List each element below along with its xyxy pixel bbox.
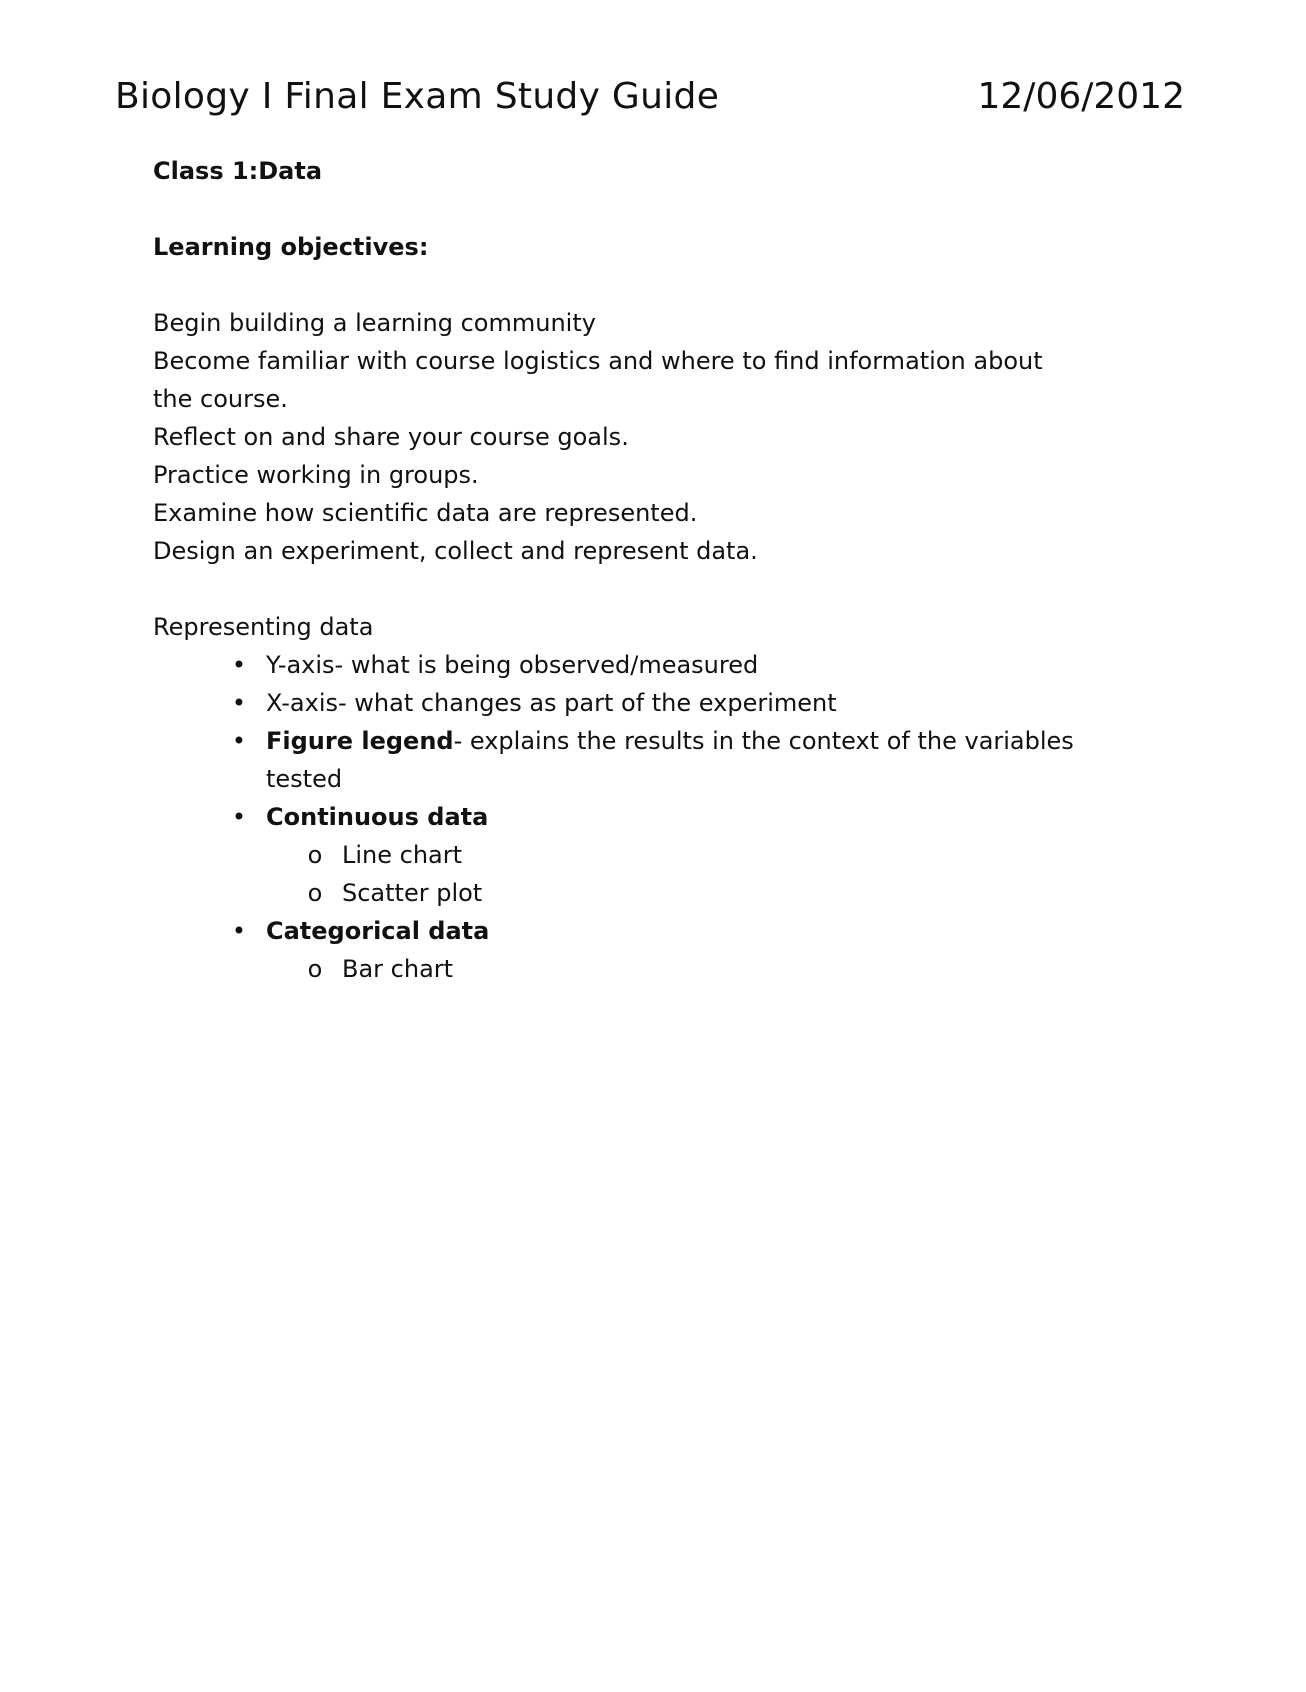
objectives-list xyxy=(153,304,1133,570)
objective-line: Design an experiment, collect and represent data. xyxy=(153,537,758,565)
objective-line: Begin building a learning community xyxy=(153,309,596,337)
document-header xyxy=(115,72,1185,122)
objective-line: Examine how scientific data are represented. xyxy=(153,499,698,527)
objective-line: the course. xyxy=(153,385,288,413)
representing-list-continued xyxy=(153,912,1133,950)
list-item-term: Categorical data xyxy=(266,917,490,945)
list-item xyxy=(153,722,1133,798)
sub-list-item-text: Line chart xyxy=(342,841,463,869)
bullet-icon: • xyxy=(231,803,247,831)
representing-heading: Representing data xyxy=(153,613,374,641)
sub-list-item-text: Scatter plot xyxy=(342,879,483,907)
sub-list-item-text: Bar chart xyxy=(342,955,454,983)
continuous-sublist xyxy=(153,836,1133,912)
objective-line: Practice working in groups. xyxy=(153,461,479,489)
list-item xyxy=(153,684,1133,722)
sub-bullet-icon: o xyxy=(307,841,323,869)
sub-bullet-icon: o xyxy=(307,879,323,907)
list-item xyxy=(153,646,1133,684)
representing-list xyxy=(153,646,1133,836)
document-title: Biology I Final Exam Study Guide xyxy=(115,76,720,117)
list-item-text: X-axis- what changes as part of the experiment xyxy=(266,689,837,717)
list-item xyxy=(153,912,1133,950)
sub-list-item xyxy=(153,874,1133,912)
bullet-icon: • xyxy=(231,689,247,717)
list-item-text: Y-axis- what is being observed/measured xyxy=(266,651,759,679)
objectives-heading: Learning objectives: xyxy=(153,233,429,261)
list-item xyxy=(153,798,1133,836)
list-item-text-continued: tested xyxy=(266,765,343,793)
sub-bullet-icon: o xyxy=(307,955,323,983)
categorical-sublist xyxy=(153,950,1133,988)
objective-line: Reflect on and share your course goals. xyxy=(153,423,629,451)
list-item-term: Continuous data xyxy=(266,803,489,831)
bullet-icon: • xyxy=(231,727,247,755)
document-content xyxy=(153,152,1133,988)
class-heading: Class 1:Data xyxy=(153,157,323,185)
bullet-icon: • xyxy=(231,651,247,679)
bullet-icon: • xyxy=(231,917,247,945)
sub-list-item xyxy=(153,950,1133,988)
objective-line: Become familiar with course logistics and where to find information about xyxy=(153,347,1043,375)
document-date: 12/06/2012 xyxy=(977,76,1185,117)
list-item-text: - explains the results in the context of the variables xyxy=(453,727,1074,755)
list-item-term: Figure legend xyxy=(266,727,454,755)
sub-list-item xyxy=(153,836,1133,874)
